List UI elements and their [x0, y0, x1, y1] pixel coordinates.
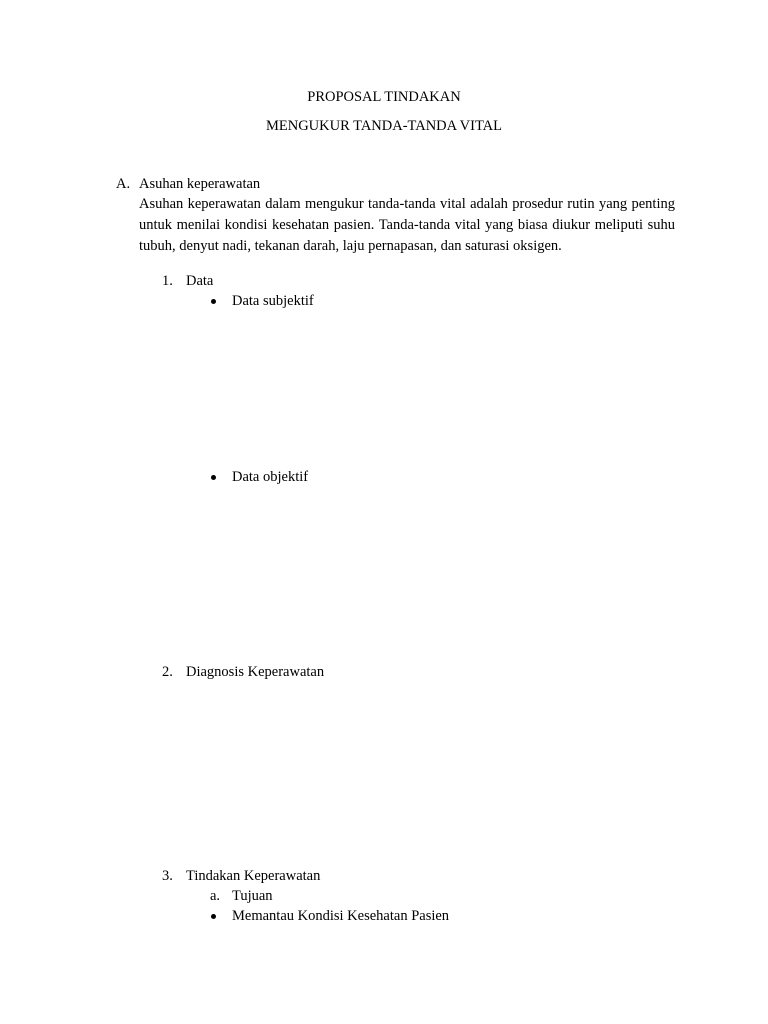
bullet-icon — [211, 475, 216, 480]
section-a-paragraph: Asuhan keperawatan dalam mengukur tanda-tanda vital adalah prosedur rutin yang penting untuk menilai kondisi kesehatan pasien. Tanda-tanda vital yang biasa diukur meliputi suhu tubuh, denyut nadi, tekanan darah, laju pernapasan, dan saturasi oksigen. — [139, 196, 675, 254]
section-a-heading: Asuhan keperawatan — [139, 176, 261, 192]
bullet-icon — [211, 299, 216, 304]
item-2-label: Diagnosis Keperawatan — [186, 664, 325, 680]
item-3-label: Tindakan Keperawatan — [186, 868, 321, 884]
bullet-data-objektif: Data objektif — [232, 469, 309, 485]
item-2-marker: 2. — [162, 664, 173, 680]
item-3a-label: Tujuan — [232, 888, 273, 904]
item-1-label: Data — [186, 273, 214, 289]
item-1-marker: 1. — [162, 273, 173, 289]
bullet-memantau: Memantau Kondisi Kesehatan Pasien — [232, 908, 450, 924]
item-3a-marker: a. — [210, 888, 221, 904]
item-3-marker: 3. — [162, 868, 173, 884]
document-title: PROPOSAL TINDAKAN — [307, 89, 461, 105]
document-subtitle: MENGUKUR TANDA-TANDA VITAL — [265, 118, 503, 134]
section-a-marker: A. — [116, 176, 131, 192]
bullet-icon — [211, 914, 216, 919]
bullet-data-subjektif: Data subjektif — [232, 293, 314, 309]
